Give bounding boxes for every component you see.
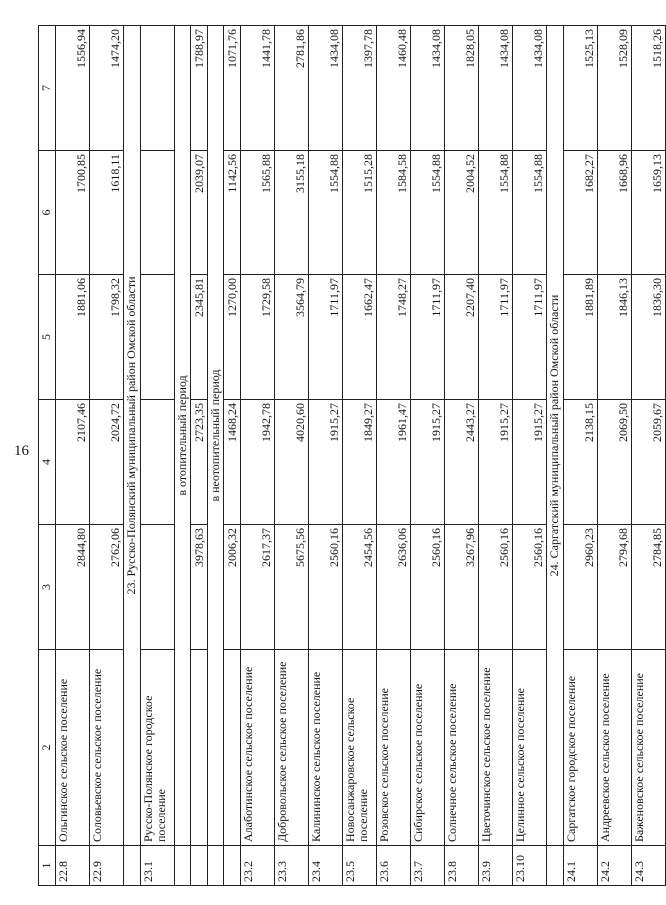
value-cell: 2138,15 <box>564 400 598 525</box>
value-cell: 2207,40 <box>445 275 479 400</box>
value-cell: 1554,88 <box>479 151 513 275</box>
settlement-name: Розовское сельское поселение <box>377 650 411 846</box>
value-cell: 1915,27 <box>513 400 547 525</box>
table-row <box>343 26 377 886</box>
settlement-name: Соловьевское сельское поселение <box>90 650 124 846</box>
value-cell: 1565,88 <box>241 151 275 275</box>
settlement-name: Алаботинское сельское поселение <box>241 650 275 846</box>
value-cell: 1915,27 <box>309 400 343 525</box>
settlement-name: Саргатское городское поселение <box>564 650 598 846</box>
value-cell: 1915,27 <box>411 400 445 525</box>
value-cell: 2960,23 <box>564 525 598 650</box>
settlement-name: Солнечное сельское поселение <box>445 650 479 846</box>
table-row <box>564 26 598 886</box>
value-cell: 1434,08 <box>411 26 445 151</box>
row-code: 24.2 <box>598 846 632 886</box>
row-code: 22.8 <box>56 846 90 886</box>
value-cell: 2762,06 <box>90 525 124 650</box>
settlement-name: Сибирское сельское поселение <box>411 650 445 846</box>
value-cell: 2039,07 <box>191 151 208 275</box>
period-subheader-row <box>208 26 224 886</box>
value-cell: 4020,60 <box>275 400 309 525</box>
value-cell: 1142,56 <box>224 151 241 275</box>
value-cell: 2784,85 <box>632 525 666 650</box>
page-number: 16 <box>14 443 29 459</box>
tariff-table <box>38 25 666 886</box>
row-code <box>224 846 241 886</box>
column-header: 3 <box>39 525 56 650</box>
row-code: 23.10 <box>513 846 547 886</box>
row-code: 23.2 <box>241 846 275 886</box>
settlement-name: Калининское сельское поселение <box>309 650 343 846</box>
value-cell: 1846,13 <box>598 275 632 400</box>
value-cell: 1700,85 <box>56 151 90 275</box>
value-cell: 3155,18 <box>275 151 309 275</box>
table-row <box>224 26 241 886</box>
section-title: 24. Саргатский муниципальный район Омской области <box>547 26 564 846</box>
value-cell <box>141 26 175 151</box>
table-row <box>411 26 445 886</box>
rotated-page-content <box>38 26 664 886</box>
value-cell: 1788,97 <box>191 26 208 151</box>
table-row <box>191 26 208 886</box>
value-cell: 2844,80 <box>56 525 90 650</box>
value-cell: 1071,76 <box>224 26 241 151</box>
blank-cell <box>124 846 141 886</box>
value-cell: 1711,97 <box>479 275 513 400</box>
value-cell: 1659,13 <box>632 151 666 275</box>
column-header: 1 <box>39 846 56 886</box>
settlement-name: Баженовское сельское поселение <box>632 650 666 846</box>
value-cell: 1397,78 <box>343 26 377 151</box>
value-cell: 1556,94 <box>56 26 90 151</box>
value-cell: 1711,97 <box>513 275 547 400</box>
blank-cell <box>175 846 191 886</box>
value-cell: 2636,06 <box>377 525 411 650</box>
value-cell: 2454,56 <box>343 525 377 650</box>
row-code: 23.5 <box>343 846 377 886</box>
value-cell: 2617,37 <box>241 525 275 650</box>
value-cell: 1682,27 <box>564 151 598 275</box>
settlement-name <box>224 650 241 846</box>
value-cell: 1668,96 <box>598 151 632 275</box>
value-cell: 1434,08 <box>479 26 513 151</box>
value-cell: 2024,72 <box>90 400 124 525</box>
value-cell: 2443,27 <box>445 400 479 525</box>
value-cell: 1554,88 <box>411 151 445 275</box>
value-cell: 2723,35 <box>191 400 208 525</box>
value-cell: 2107,46 <box>56 400 90 525</box>
settlement-name: Целинное сельское поселение <box>513 650 547 846</box>
table-row <box>377 26 411 886</box>
settlement-name: Новосанжаровское сельское поселение <box>343 650 377 846</box>
row-code: 23.7 <box>411 846 445 886</box>
value-cell <box>141 275 175 400</box>
value-cell: 1518,26 <box>632 26 666 151</box>
table-row <box>275 26 309 886</box>
value-cell: 2560,16 <box>513 525 547 650</box>
settlement-name: Русско-Полянское городское поселение <box>141 650 175 846</box>
column-header: 4 <box>39 400 56 525</box>
value-cell <box>141 400 175 525</box>
value-cell: 1711,97 <box>411 275 445 400</box>
blank-cell <box>547 846 564 886</box>
value-cell: 1525,13 <box>564 26 598 151</box>
period-label: в неотопительный период <box>208 26 224 846</box>
settlement-name: Андреевское сельское поселение <box>598 650 632 846</box>
column-header: 2 <box>39 650 56 846</box>
value-cell: 3564,79 <box>275 275 309 400</box>
row-code: 22.9 <box>90 846 124 886</box>
settlement-name: Цветочинское сельское поселение <box>479 650 513 846</box>
row-code: 23.9 <box>479 846 513 886</box>
column-header: 5 <box>39 275 56 400</box>
column-header: 6 <box>39 151 56 275</box>
table-row <box>90 26 124 886</box>
value-cell: 1474,20 <box>90 26 124 151</box>
value-cell: 1828,05 <box>445 26 479 151</box>
value-cell: 1881,06 <box>56 275 90 400</box>
section-title: 23. Русско-Полянский муниципальный район Омской области <box>124 26 141 846</box>
value-cell: 1836,30 <box>632 275 666 400</box>
value-cell: 5675,56 <box>275 525 309 650</box>
value-cell: 2781,86 <box>275 26 309 151</box>
value-cell: 2794,68 <box>598 525 632 650</box>
value-cell: 1662,47 <box>343 275 377 400</box>
value-cell: 1942,78 <box>241 400 275 525</box>
value-cell: 2059,67 <box>632 400 666 525</box>
value-cell: 1460,48 <box>377 26 411 151</box>
table-row <box>598 26 632 886</box>
value-cell: 2560,16 <box>309 525 343 650</box>
value-cell: 1554,88 <box>309 151 343 275</box>
header-row <box>39 26 56 886</box>
value-cell: 1528,09 <box>598 26 632 151</box>
settlement-name <box>191 650 208 846</box>
value-cell: 1881,89 <box>564 275 598 400</box>
value-cell: 1554,88 <box>513 151 547 275</box>
table-row <box>309 26 343 886</box>
period-label: в отопительный период <box>175 26 191 846</box>
section-header-row <box>547 26 564 886</box>
value-cell: 1618,11 <box>90 151 124 275</box>
value-cell: 3267,96 <box>445 525 479 650</box>
value-cell: 2560,16 <box>479 525 513 650</box>
value-cell: 1748,27 <box>377 275 411 400</box>
value-cell: 1961,47 <box>377 400 411 525</box>
value-cell: 1798,32 <box>90 275 124 400</box>
value-cell: 1915,27 <box>479 400 513 525</box>
table-row <box>141 26 175 886</box>
value-cell: 1711,97 <box>309 275 343 400</box>
row-code: 23.3 <box>275 846 309 886</box>
table-row <box>632 26 666 886</box>
table-row <box>445 26 479 886</box>
value-cell: 2006,32 <box>224 525 241 650</box>
column-header: 7 <box>39 26 56 151</box>
table-row <box>513 26 547 886</box>
value-cell: 1434,08 <box>309 26 343 151</box>
value-cell: 1434,08 <box>513 26 547 151</box>
row-code: 23.8 <box>445 846 479 886</box>
row-code: 24.3 <box>632 846 666 886</box>
row-code: 23.6 <box>377 846 411 886</box>
table-body <box>56 26 666 886</box>
value-cell: 2345,81 <box>191 275 208 400</box>
value-cell: 1441,78 <box>241 26 275 151</box>
value-cell: 2069,50 <box>598 400 632 525</box>
settlement-name: Ольгинское сельское поселение <box>56 650 90 846</box>
value-cell: 1515,28 <box>343 151 377 275</box>
value-cell: 1729,58 <box>241 275 275 400</box>
row-code <box>191 846 208 886</box>
settlement-name: Добровольское сельское поселение <box>275 650 309 846</box>
table-row <box>241 26 275 886</box>
value-cell <box>141 525 175 650</box>
value-cell <box>141 151 175 275</box>
value-cell: 2560,16 <box>411 525 445 650</box>
table-row <box>479 26 513 886</box>
value-cell: 1849,27 <box>343 400 377 525</box>
row-code: 24.1 <box>564 846 598 886</box>
blank-cell <box>208 846 224 886</box>
value-cell: 2004,52 <box>445 151 479 275</box>
row-code: 23.4 <box>309 846 343 886</box>
period-subheader-row <box>175 26 191 886</box>
value-cell: 3978,63 <box>191 525 208 650</box>
row-code: 23.1 <box>141 846 175 886</box>
table-row <box>56 26 90 886</box>
section-header-row <box>124 26 141 886</box>
value-cell: 1468,24 <box>224 400 241 525</box>
value-cell: 1270,00 <box>224 275 241 400</box>
value-cell: 1584,58 <box>377 151 411 275</box>
